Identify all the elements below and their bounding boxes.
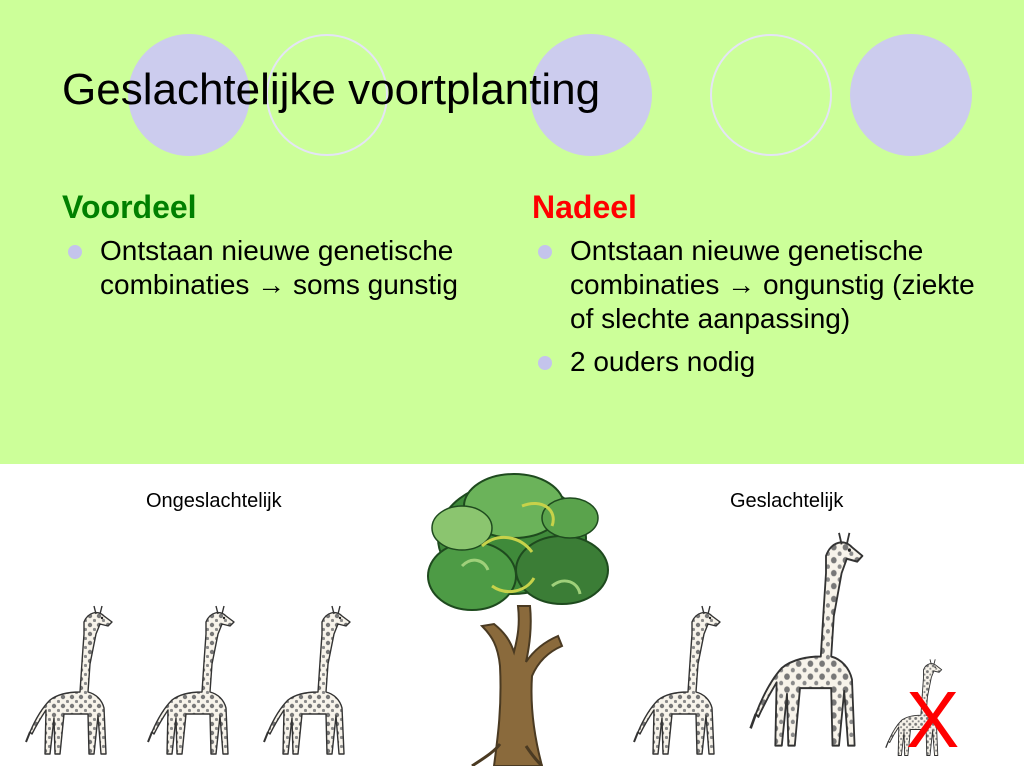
bullet-text: Ontstaan nieuwe genetische combinaties → ongunstig (ziekte of slechte aanpassing) — [570, 235, 975, 334]
tree-icon — [402, 466, 632, 766]
giraffe-icon — [24, 604, 124, 764]
giraffe-icon — [748, 530, 878, 760]
bullet-text: Ontstaan nieuwe genetische combinaties → soms gunstig — [100, 235, 458, 300]
asexual-caption: Ongeslachtelijk — [146, 490, 282, 512]
giraffe-icon — [632, 604, 732, 764]
sexual-caption: Geslachtelijk — [730, 490, 844, 512]
bullet-text: 2 ouders nodig — [570, 346, 756, 378]
bullet-icon — [68, 245, 82, 259]
disadvantage-heading: Nadeel — [532, 189, 637, 225]
decor-circle-outline — [710, 34, 832, 156]
disadvantage-column — [532, 188, 1002, 389]
bullet-item — [532, 345, 1002, 379]
bullet-icon — [538, 356, 552, 370]
bullet-icon — [538, 245, 552, 259]
bullet-item — [532, 234, 1002, 335]
advantage-column — [62, 188, 472, 312]
advantage-heading: Voordeel — [62, 189, 197, 225]
bullet-item — [62, 234, 472, 301]
decor-circle — [850, 34, 972, 156]
giraffe-icon — [146, 604, 246, 764]
slide-title: Geslachtelijke voortplanting — [62, 65, 601, 114]
disadvantage-bullet-list — [532, 234, 1002, 378]
giraffe-icon — [262, 604, 362, 764]
advantage-bullet-list — [62, 234, 472, 301]
cross-mark: X — [906, 675, 960, 764]
